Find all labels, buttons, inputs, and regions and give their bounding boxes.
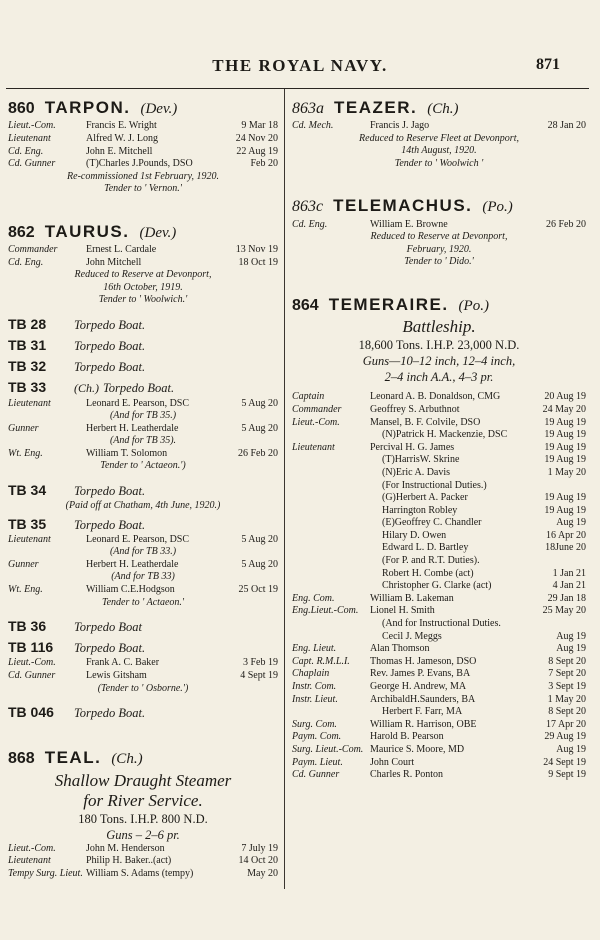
officer-row: [8, 670, 278, 683]
appointment-date: 20 Aug 19: [544, 391, 586, 403]
ship-entry-teazer: [292, 98, 586, 170]
officer-row: [8, 868, 278, 881]
ship-note: Reduced to Reserve Fleet at Devonport,: [359, 132, 519, 144]
ship-note: Tender to ' Actaeon.'): [100, 460, 186, 472]
ship-stats: 180 Tons. I.H.P. 800 N.D.: [78, 811, 208, 826]
ship-note: Tender to ' Woolwich ': [394, 157, 484, 169]
ship-type: (Dev.): [139, 224, 177, 241]
tb-entry: [8, 378, 278, 397]
ship-note: (And for TB 33.): [109, 546, 177, 558]
officer-name: Thomas H. Jameson, DSO: [370, 655, 477, 667]
officer-role: Wt. Eng.: [8, 583, 43, 595]
officer-name: John Court: [370, 756, 415, 768]
officer-row: [8, 855, 278, 868]
officer-role: [292, 480, 370, 493]
appointment-date: Aug 19: [556, 743, 586, 755]
ship-note: Reduced to Reserve at Devonport,: [74, 269, 212, 281]
officer-row: [292, 391, 586, 404]
officer-row: [292, 429, 586, 442]
ship-name: TELEMACHUS.: [333, 196, 473, 216]
officer-name: William E. Browne: [370, 218, 448, 230]
appointment-date: 24 May 20: [542, 403, 586, 415]
officer-row: [8, 423, 278, 436]
ship-number: 864: [292, 296, 319, 314]
officer-name: Geoffrey S. Arbuthnot: [370, 403, 460, 415]
appointment-date: 18 Oct 19: [238, 256, 278, 268]
appointment-date: 19 Aug 19: [544, 504, 586, 516]
officer-row: [292, 656, 586, 669]
running-title: THE ROYAL NAVY.: [212, 56, 388, 75]
officer-role: Surg. Com.: [292, 718, 337, 730]
ship-name: TEAZER.: [334, 98, 418, 117]
tb-type: Torpedo Boat.: [74, 317, 146, 332]
officer-name: Alfred W. J. Long: [86, 132, 158, 144]
ship-type: (Ch.): [427, 101, 459, 117]
ship-number: 863a: [292, 100, 324, 117]
officer-row: [292, 731, 586, 744]
appointment-date: [538, 480, 586, 493]
officer-row: [292, 454, 586, 467]
ship-note: 14th August, 1920.: [401, 145, 477, 157]
officer-name: William B. Lakeman: [370, 592, 454, 604]
officer-name: George H. Andrew, MA: [370, 681, 467, 693]
appointment-date: Aug 19: [556, 630, 586, 642]
officer-row: [8, 133, 278, 146]
officer-name: Charles R. Ponton: [370, 769, 444, 781]
officer-name: William T. Solomon: [86, 447, 168, 459]
officer-row: [8, 158, 278, 171]
appointment-date: 19 Aug 19: [544, 429, 586, 441]
officer-name: Herbert H. Leatherdale: [86, 558, 179, 570]
officer-name: Edward L. D. Bartley: [382, 542, 469, 554]
officer-role: [292, 555, 370, 568]
officer-role: [292, 542, 370, 555]
officer-row: [292, 605, 586, 618]
ship-note: 16th October, 1919.: [103, 281, 183, 293]
officer-name: Harold B. Pearson: [370, 731, 444, 743]
appointment-date: [538, 555, 586, 568]
officer-row: [292, 706, 586, 719]
appointment-date: 5 Aug 20: [241, 558, 278, 570]
officer-role: Chaplain: [292, 668, 330, 680]
appointment-date: 14 Oct 20: [238, 855, 278, 867]
officer-role: [292, 631, 370, 644]
officer-name: Robert H. Combe (act): [382, 567, 474, 579]
appointment-date: 13 Nov 19: [235, 244, 278, 256]
officer-row: [292, 643, 586, 656]
officer-row: [292, 694, 586, 707]
officer-row: [292, 593, 586, 606]
tb-number: TB 32: [8, 358, 47, 375]
officer-role: Lieut.-Com.: [292, 416, 340, 428]
officer-row: [292, 681, 586, 694]
officer-role: [292, 454, 370, 467]
ship-entry-temeraire: [292, 295, 586, 782]
tb-type: Torpedo Boat.: [74, 706, 146, 721]
officer-name: Leonard A. B. Donaldson, CMG: [370, 391, 501, 403]
appointment-date: 26 Feb 20: [238, 447, 278, 459]
officer-name: Percival H. G. James: [370, 441, 455, 453]
officer-name: (G)Herbert A. Packer: [382, 492, 468, 504]
officer-name: Maurice S. Moore, MD: [370, 743, 465, 755]
officer-row: [8, 657, 278, 670]
appointment-date: 25 May 20: [542, 605, 586, 617]
officer-role: Captain: [292, 391, 325, 403]
ship-type: (Po.): [458, 297, 489, 314]
tb-entry: [8, 703, 278, 722]
ship-entry-taurus: [8, 222, 278, 307]
appointment-date: 26 Feb 20: [546, 218, 586, 230]
officer-role: Cd. Eng.: [8, 256, 44, 268]
officer-name: Lewis Gitsham: [86, 670, 147, 681]
officer-name: Christopher G. Clarke (act): [382, 580, 492, 592]
column-divider: [284, 89, 285, 889]
ship-note: February, 1920.: [406, 243, 472, 255]
officer-name: Francis E. Wright: [86, 120, 157, 132]
appointment-date: 3 Sept 19: [548, 681, 586, 693]
officer-name: William C.E.Hodgson: [86, 583, 175, 595]
appointment-date: 19 Aug 19: [544, 441, 586, 453]
officer-role: [292, 530, 370, 543]
appointment-date: 9 Mar 18: [241, 120, 278, 132]
ship-entry-teal: [8, 748, 278, 880]
page-header: [0, 56, 600, 84]
tb-type: Torpedo Boat.: [74, 339, 146, 354]
tb-entry: [8, 515, 278, 534]
appointment-date: 3 Feb 19: [243, 657, 278, 669]
officer-role: Lieutenant: [8, 132, 51, 144]
ship-note: Re-commissioned 1st February, 1920.: [67, 170, 219, 182]
tb-number: TB 046: [8, 704, 54, 721]
officer-row: [292, 417, 586, 430]
officer-row: [292, 542, 586, 555]
appointment-date: Aug 19: [556, 517, 586, 529]
officer-row: [292, 505, 586, 518]
officer-name: Herbert F. Farr, MA: [382, 706, 463, 718]
officer-role: Instr. Com.: [292, 681, 337, 693]
tb-number: TB 28: [8, 315, 47, 332]
officer-role: [292, 467, 370, 480]
tb-number: TB 31: [8, 337, 47, 354]
officer-row: [8, 584, 278, 597]
officer-name: (For P. and R.T. Duties).: [382, 555, 480, 567]
tb-class: (Ch.): [74, 381, 99, 396]
appointment-date: 4 Sept 19: [240, 670, 278, 681]
officer-role: Instr. Lieut.: [292, 693, 338, 705]
ship-description: Battleship.: [402, 317, 476, 337]
officer-role: Commander: [8, 244, 58, 256]
officer-role: [292, 618, 370, 631]
officer-role: Cd. Eng.: [8, 145, 44, 157]
appointment-date: 29 Jan 18: [547, 592, 586, 604]
tb-number: TB 116: [8, 639, 54, 656]
officer-name: (For Instructional Duties.): [382, 479, 487, 491]
appointment-date: 7 Sept 20: [548, 668, 586, 680]
officer-name: Cecil J. Meggs: [382, 630, 442, 642]
ship-note: (And for TB 33): [111, 571, 175, 583]
appointment-date: 5 Aug 20: [241, 533, 278, 545]
officer-role: [292, 505, 370, 518]
ship-name: TARPON.: [44, 98, 131, 117]
tb-type: Torpedo Boat.: [74, 483, 146, 498]
ship-guns: Guns—10–12 inch, 12–4 inch,: [362, 354, 516, 369]
ship-name: TEMERAIRE.: [328, 294, 449, 314]
ship-number: 862: [8, 223, 35, 241]
officer-row: [8, 448, 278, 461]
ship-type: (Ch.): [111, 751, 143, 768]
ship-type: (Po.): [482, 199, 513, 216]
officer-name: John Mitchell: [86, 256, 142, 268]
officer-row: [292, 668, 586, 681]
officer-row: [292, 442, 586, 455]
officer-name: Harrington Robley: [382, 504, 458, 516]
officer-row: [8, 146, 278, 159]
appointment-date: 1 May 20: [547, 466, 586, 478]
left-column: [8, 98, 278, 880]
ship-entry-telemachus: [292, 196, 586, 268]
officer-name: Alan Thomson: [370, 643, 430, 655]
officer-role: Eng.Lieut.-Com.: [292, 605, 359, 617]
officer-role: Paym. Lieut.: [292, 756, 343, 768]
officer-row: [292, 517, 586, 530]
appointment-date: Aug 19: [556, 643, 586, 655]
appointment-date: 7 July 19: [241, 842, 278, 854]
ship-note: (Paid off at Chatham, 4th June, 1920.): [65, 500, 221, 512]
officer-row: [8, 244, 278, 257]
appointment-date: 5 Aug 20: [241, 422, 278, 434]
officer-role: Commander: [292, 403, 342, 415]
officer-row: [292, 769, 586, 782]
appointment-date: 9 Sept 19: [548, 769, 586, 781]
appointment-date: 19 Aug 19: [544, 454, 586, 466]
officer-role: Cd. Mech.: [292, 120, 334, 132]
ship-note: (And for TB 35).: [109, 435, 177, 447]
officer-name: (E)Geoffrey C. Chandler: [382, 517, 482, 529]
officer-role: Gunner: [8, 558, 39, 570]
tb-type: Torpedo Boat.: [103, 381, 175, 396]
ship-guns: Guns – 2–6 pr.: [106, 827, 180, 842]
page-number: 871: [536, 56, 560, 73]
officer-role: Lieutenant: [8, 855, 51, 867]
appointment-date: 28 Jan 20: [547, 120, 586, 132]
officer-name: Lionel H. Smith: [370, 605, 435, 617]
officer-row: [292, 120, 586, 133]
ship-description: for River Service.: [83, 790, 203, 810]
header-rule: [6, 88, 589, 89]
officer-name: ArchibaldH.Saunders, BA: [370, 693, 476, 705]
officer-name: Hilary D. Owen: [382, 529, 447, 541]
officer-role: Cd. Gunner: [8, 158, 56, 170]
tb-type: Torpedo Boat.: [74, 360, 146, 375]
ship-note: (Tender to ' Osborne.'): [97, 682, 189, 694]
officer-name: Leonard E. Pearson, DSC: [86, 533, 190, 545]
officer-row: [8, 559, 278, 572]
officer-role: Lieut.-Com.: [8, 120, 56, 132]
appointment-date: May 20: [247, 867, 278, 879]
tb-number: TB 34: [8, 481, 47, 498]
officer-name: Leonard E. Pearson, DSC: [86, 397, 190, 409]
officer-role: Cd. Gunner: [8, 670, 56, 681]
ship-guns: 2–4 inch A.A., 4–3 pr.: [384, 370, 494, 385]
officer-name: (T)Charles J.Pounds, DSO: [86, 158, 193, 170]
appointment-date: Feb 20: [250, 158, 278, 170]
appointment-date: 29 Aug 19: [544, 731, 586, 743]
officer-role: Lieutenant: [292, 441, 335, 453]
tb-number: TB 35: [8, 515, 47, 532]
officer-row: [8, 120, 278, 133]
ship-note: Tender to ' Actaeon.': [101, 596, 185, 608]
appointment-date: 8 Sept 20: [548, 706, 586, 718]
officer-role: Gunner: [8, 422, 39, 434]
officer-row: [292, 480, 586, 493]
officer-name: Frank A. C. Baker: [86, 657, 160, 669]
ship-name: TAURUS.: [44, 221, 130, 241]
appointment-date: 1 Jan 21: [552, 567, 586, 579]
officer-role: [292, 517, 370, 530]
officer-name: Philip H. Baker..(act): [86, 855, 172, 867]
appointment-date: 17 Apr 20: [546, 718, 586, 730]
appointment-date: [538, 618, 586, 631]
officer-role: Capt. R.M.L.I.: [292, 655, 350, 667]
officer-name: (N)Eric A. Davis: [382, 466, 451, 478]
officer-row: [292, 492, 586, 505]
tb-entry: [8, 336, 278, 355]
officer-row: [292, 631, 586, 644]
officer-name: William S. Adams (tempy): [86, 867, 194, 879]
officer-role: Eng. Lieut.: [292, 643, 337, 655]
tb-type: Torpedo Boat: [74, 620, 142, 635]
tb-entry: [8, 638, 278, 657]
ship-number: 860: [8, 100, 35, 117]
officer-name: (T)HarrisW. Skrine: [382, 454, 460, 466]
appointment-date: 24 Nov 20: [235, 132, 278, 144]
appointment-date: 1 May 20: [547, 693, 586, 705]
tb-entry: [8, 481, 278, 500]
appointment-date: 25 Oct 19: [238, 583, 278, 595]
officer-role: Lieut.-Com.: [8, 842, 56, 854]
officer-row: [8, 843, 278, 856]
officer-row: [292, 219, 586, 232]
ship-note: (And for TB 35.): [109, 410, 177, 422]
officer-role: Tempy Surg. Lieut.: [8, 867, 83, 879]
tb-entry: [8, 315, 278, 334]
officer-name: (And for Instructional Duties.: [382, 618, 501, 630]
appointment-date: 22 Aug 19: [236, 145, 278, 157]
officer-row: [292, 580, 586, 593]
officer-row: [292, 555, 586, 568]
officer-list: [292, 391, 586, 781]
officer-name: Rev. James P. Evans, BA: [370, 668, 471, 680]
appointment-date: 16 Apr 20: [546, 529, 586, 541]
officer-row: [8, 257, 278, 270]
officer-name: Herbert H. Leatherdale: [86, 422, 179, 434]
tb-type: Torpedo Boat.: [74, 641, 146, 656]
right-column: [292, 98, 586, 782]
appointment-date: 18June 20: [545, 542, 586, 554]
tb-type: Torpedo Boat.: [74, 517, 146, 532]
ship-entry-tarpon: [8, 98, 278, 196]
tb-number: TB 33: [8, 379, 47, 396]
officer-role: Eng. Com.: [292, 592, 335, 604]
officer-role: Cd. Eng.: [292, 218, 328, 230]
appointment-date: 5 Aug 20: [241, 397, 278, 409]
ship-stats: 18,600 Tons. I.H.P. 23,000 N.D.: [358, 338, 520, 353]
appointment-date: 19 Aug 19: [544, 492, 586, 504]
officer-row: [292, 719, 586, 732]
officer-name: Francis J. Jago: [370, 120, 430, 132]
ship-number: 863c: [292, 198, 324, 216]
ship-note: Reduced to Reserve at Devonport,: [370, 231, 508, 243]
appointment-date: 19 Aug 19: [544, 416, 586, 428]
officer-row: [8, 398, 278, 411]
ship-description: Shallow Draught Steamer: [54, 770, 232, 790]
tb-number: TB 36: [8, 618, 47, 635]
officer-role: [292, 429, 370, 442]
ship-name: TEAL.: [44, 748, 102, 768]
officer-row: [8, 534, 278, 547]
officer-role: Wt. Eng.: [8, 447, 43, 459]
officer-role: [292, 568, 370, 581]
tb-entry: [8, 617, 278, 636]
appointment-date: 4 Jan 21: [552, 580, 586, 592]
officer-row: [292, 404, 586, 417]
officer-role: Paym. Com.: [292, 731, 342, 743]
officer-role: [292, 706, 370, 719]
officer-role: Surg. Lieut.-Com.: [292, 743, 364, 755]
officer-name: Ernest L. Cardale: [86, 244, 157, 256]
officer-role: [292, 492, 370, 505]
ship-note: Tender to ' Woolwich.': [98, 294, 188, 306]
officer-role: Lieut.-Com.: [8, 657, 56, 669]
officer-role: [292, 580, 370, 593]
officer-row: [292, 618, 586, 631]
officer-row: [292, 530, 586, 543]
officer-role: Lieutenant: [8, 397, 51, 409]
tb-entry: [8, 357, 278, 376]
officer-name: John M. Henderson: [86, 842, 165, 854]
officer-row: [292, 757, 586, 770]
ship-number: 868: [8, 750, 35, 768]
appointment-date: 24 Sept 19: [543, 756, 586, 768]
ship-note: Tender to ' Vernon.': [104, 183, 182, 195]
officer-row: [292, 744, 586, 757]
officer-name: William R. Harrison, OBE: [370, 718, 477, 730]
ship-type: (Dev.): [140, 101, 178, 117]
officer-name: John E. Mitchell: [86, 145, 153, 157]
officer-name: (N)Patrick H. Mackenzie, DSC: [382, 429, 508, 441]
officer-row: [292, 467, 586, 480]
officer-role: Cd. Gunner: [292, 769, 340, 781]
ship-note: Tender to ' Dido.': [404, 256, 474, 268]
officer-role: Lieutenant: [8, 533, 51, 545]
appointment-date: 8 Sept 20: [548, 655, 586, 667]
officer-name: Mansel, B. F. Colvile, DSO: [370, 416, 481, 428]
officer-row: [292, 568, 586, 581]
